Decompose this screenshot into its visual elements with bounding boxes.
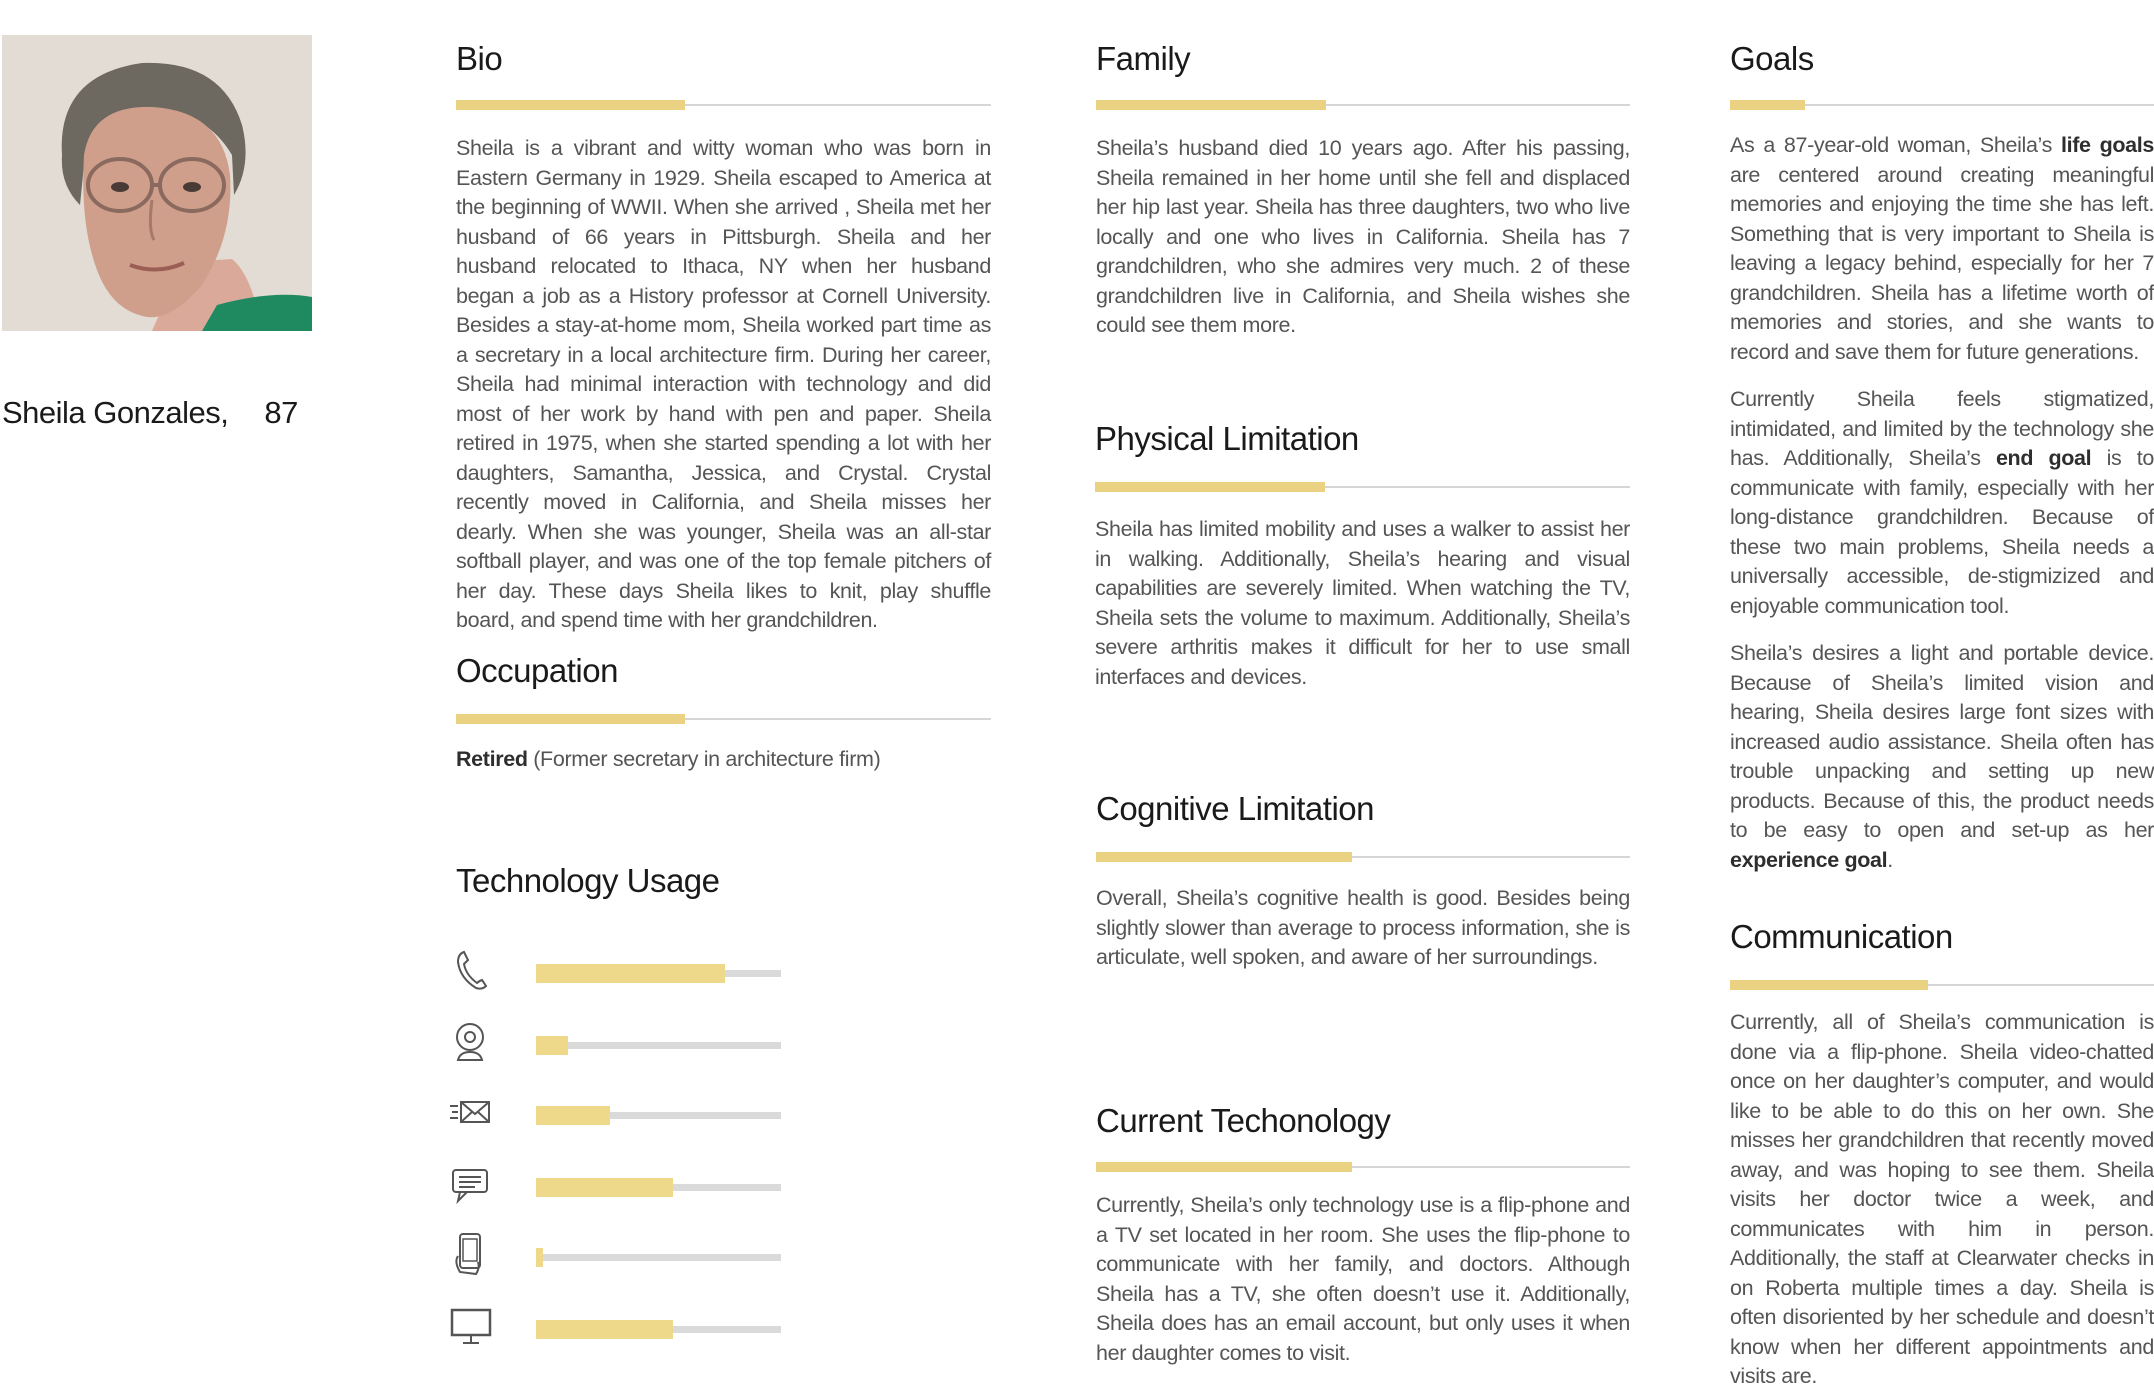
goals-text: is to communicate with family, especially with her long-distance grandchildren. Because of these two main problems, Sheila needs a universally accessible, de-stigmizized and enjoyable communication tool. xyxy=(1730,446,2154,618)
tech-usage-track xyxy=(536,1184,781,1191)
persona-age: 87 xyxy=(264,395,298,430)
profile-photo xyxy=(2,35,312,331)
bio-text: Sheila is a vibrant and witty woman who was born in Eastern Germany in 1929. Sheila escaped to America at the beginning of WWII. When she arrived , Sheila met her husband of 66 years in Pittsburgh. Sheila and her husband relocated to Ithaca, NY when her husband began a job as a History professor at Cornell University. Besides a stay-at-home mom, Sheila worked part time as a secretary in a local architecture firm. During her career, Sheila had minimal interaction with technology and did most of her work by hand with pen and paper. Sheila retired in 1975, when she started spending a lot with her daughters, Samantha, Jessica, and Crystal. Crystal recently moved in California, and Sheila misses her dearly. When she was younger, Sheila was an all-star softball player, and was one of the top female pitchers of her day. These days Sheila likes to knit, play shuffle board, and spend time with her grandchildren. xyxy=(456,136,991,632)
occupation-text xyxy=(456,745,991,775)
family-text: Sheila’s husband died 10 years ago. After his passing, Sheila remained in her home until she fell and displaced her hip last year. Sheila has three daughters, two who live locally and one who lives in California. Sheila has 7 grandchildren, who she admires very much. 2 of these grandchildren live in California, and Sheila wishes she could see them more. xyxy=(1096,136,1630,337)
goals-text: As a 87-year-old woman, Sheila’s xyxy=(1730,133,2061,157)
goals-divider xyxy=(1730,104,2154,106)
physical-limitation-divider xyxy=(1095,486,1630,488)
current-technology-divider xyxy=(1096,1166,1630,1168)
bio-heading: Bio xyxy=(456,40,503,77)
tech-usage-track xyxy=(536,1326,781,1333)
goals-paragraph xyxy=(1730,639,2154,875)
goals-body xyxy=(1730,131,2154,875)
communication-divider xyxy=(1730,984,2154,986)
goals-paragraph xyxy=(1730,131,2154,367)
family-heading: Family xyxy=(1096,40,1191,77)
current-technology-divider-accent xyxy=(1096,1162,1352,1172)
cognitive-limitation-text: Overall, Sheila’s cognitive health is good. Besides being slightly slower than average to process information, she is articulate, well spoken, and aware of her surroundings. xyxy=(1096,886,1630,969)
occupation-divider xyxy=(456,718,991,720)
technology-usage-heading: Technology Usage xyxy=(456,862,720,899)
occupation-status: Retired xyxy=(456,747,528,771)
phone-icon xyxy=(450,948,494,992)
cognitive-limitation-divider xyxy=(1096,856,1630,858)
cognitive-limitation-heading: Cognitive Limitation xyxy=(1096,790,1374,827)
tech-usage-fill xyxy=(536,1320,673,1339)
communication-text: Currently, all of Sheila’s communication is done via a flip-phone. Sheila video-chatted once on her daughter’s computer, and would like to be able to do this on her own. She misses her grandchildren that recently moved away, and was hoping to see them. Sheila visits her doctor twice a week, and communicates with him in person. Additionally, the staff at Clearwater checks in on Roberta multiple times a day. Sheila is often disoriented by her schedule and doesn’t know when her different appointments and visits are. xyxy=(1730,1010,2154,1388)
webcam-icon xyxy=(450,1020,494,1064)
portrait-illustration xyxy=(2,35,312,331)
tech-usage-row xyxy=(450,1232,790,1282)
goals-heading: Goals xyxy=(1730,40,1814,77)
chat-icon xyxy=(450,1162,494,1206)
goals-emphasis: life goals xyxy=(2060,133,2154,157)
computer-monitor-icon xyxy=(450,1304,494,1348)
goals-text: are centered around creating meaningful memories and enjoying the time she has left. Something that is very important to Sheila is leaving a legacy behind, especially for her 7 grandchildren. Sheila has a lifetime worth of memories and stories, and she wants to record and save them for future generations. xyxy=(1730,162,2154,364)
physical-limitation-heading: Physical Limitation xyxy=(1095,420,1359,457)
tech-usage-track xyxy=(536,1042,781,1049)
physical-limitation-text: Sheila has limited mobility and uses a walker to assist her in walking. Additionally, Sheila’s hearing and visual capabilities are severely limited. When watching the TV, Sheila sets the volume to maximum. Additionally, Sheila’s severe arthritis makes it difficult for her to use small interfaces and devices. xyxy=(1095,517,1630,689)
family-divider-accent xyxy=(1096,100,1326,110)
occupation-detail: (Former secretary in architecture firm) xyxy=(527,747,881,771)
persona-name-text: Sheila Gonzales, xyxy=(2,395,229,430)
goals-paragraph xyxy=(1730,385,2154,621)
goals-text: Sheila’s desires a light and portable device. Because of Sheila’s limited vision and hearing, Sheila desires large font sizes with increased audio assistance. Sheila often has trouble unpacking and setting up new products. Because of this, the product needs to be easy to open and set-up as her xyxy=(1730,641,2154,842)
tech-usage-track xyxy=(536,1254,781,1261)
goals-text: Currently Sheila feels stigmatized, intimidated, and limited by the technology she has. Additionally, Sheila’s xyxy=(1730,387,2154,470)
tech-usage-row xyxy=(450,948,790,998)
goals-emphasis: experience goal xyxy=(1730,847,1888,872)
communication-heading: Communication xyxy=(1730,918,1953,955)
occupation-divider-accent xyxy=(456,714,685,724)
persona-name xyxy=(2,395,298,431)
cognitive-limitation-divider-accent xyxy=(1096,852,1352,862)
tech-usage-row xyxy=(450,1304,790,1354)
goals-divider-accent xyxy=(1730,100,1805,110)
communication-divider-accent xyxy=(1730,980,1928,990)
physical-limitation-divider-accent xyxy=(1095,482,1325,492)
tech-usage-row xyxy=(450,1162,790,1212)
smartphone-icon xyxy=(450,1232,494,1276)
goals-emphasis: end goal xyxy=(1995,446,2092,470)
family-divider xyxy=(1096,104,1630,106)
bio-divider xyxy=(456,104,991,106)
tech-usage-fill xyxy=(536,964,725,983)
current-technology-heading: Current Techonology xyxy=(1096,1102,1391,1139)
tech-usage-fill xyxy=(536,1036,568,1055)
bio-divider-accent xyxy=(456,100,685,110)
tech-usage-fill xyxy=(536,1106,610,1125)
current-technology-text: Currently, Sheila’s only technology use is a flip-phone and a TV set located in her room. She uses the flip-phone to communicate with her family, and doctors. Although Sheila has a TV, she often doesn’t use it. Additionally, Sheila does has an email account, but only uses it when her daughter comes to visit. xyxy=(1096,1193,1630,1365)
tech-usage-row xyxy=(450,1020,790,1070)
email-icon xyxy=(450,1090,494,1134)
goals-text: . xyxy=(1887,847,1893,872)
occupation-heading: Occupation xyxy=(456,652,618,689)
tech-usage-track xyxy=(536,1112,781,1119)
tech-usage-track xyxy=(536,970,781,977)
tech-usage-row xyxy=(450,1090,790,1140)
tech-usage-fill xyxy=(536,1178,673,1197)
tech-usage-fill xyxy=(536,1248,543,1267)
